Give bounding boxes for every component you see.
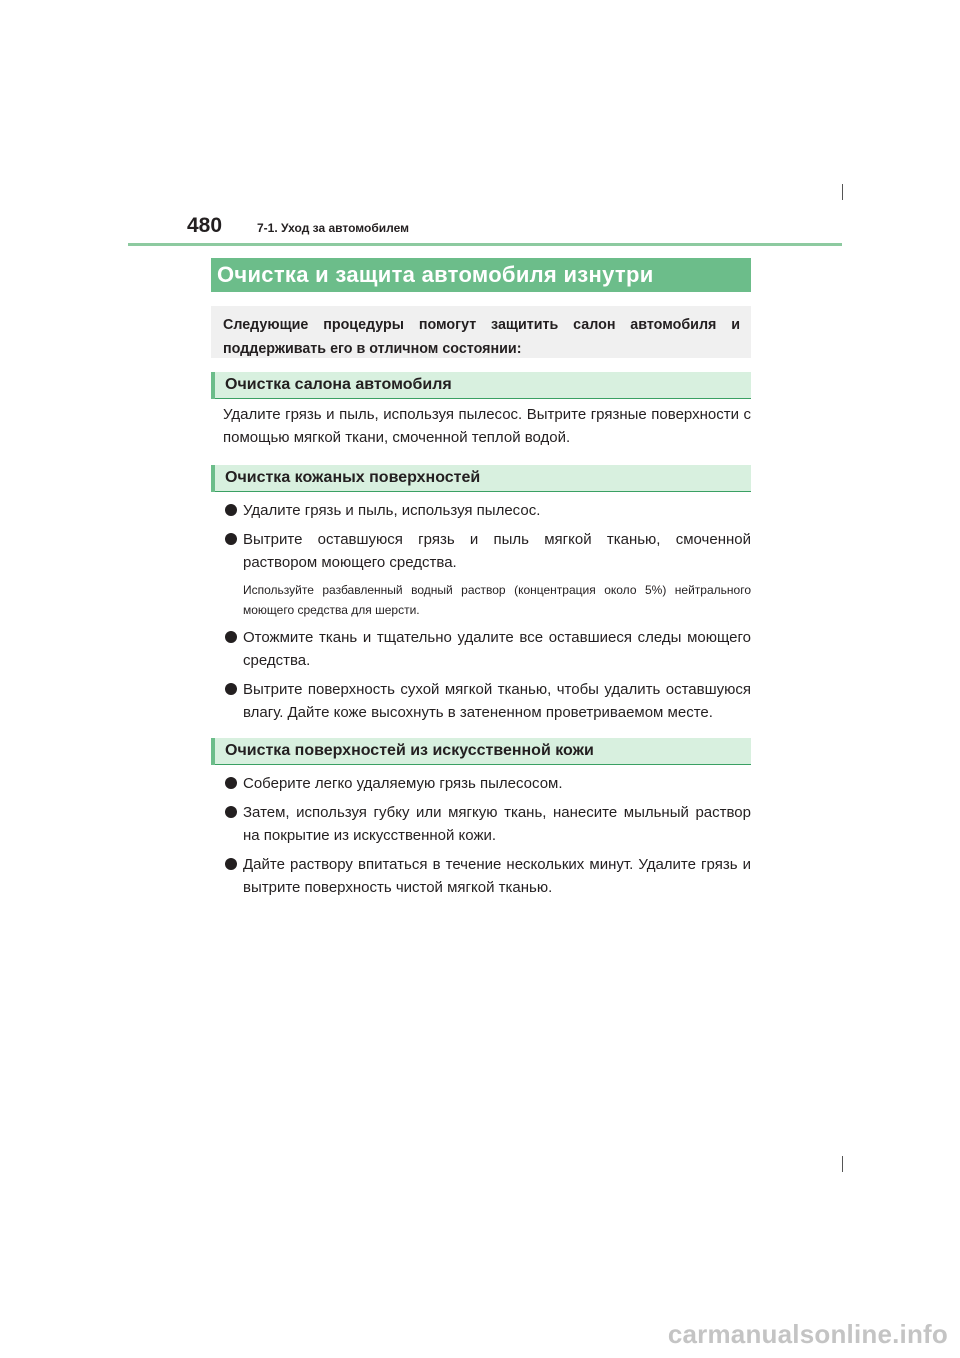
list-item-text: Дайте раствору впитаться в течение нескольких минут. Удалите грязь и вытрите поверхность чистой мягкой тканью. [243,856,751,896]
bullet-icon [225,631,237,643]
list-item-text: Вытрите оставшуюся грязь и пыль мягкой тканью, смоченной раствором моющего средства. [243,531,751,571]
page-content [211,258,751,905]
section-title-artificial-leather: Очистка поверхностей из искусственной кожи [211,738,751,765]
bullet-icon [225,504,237,516]
bullet-list-artificial-leather [211,772,751,899]
note-text: Используйте разбавленный водный раствор (концентрация около 5%) нейтрального моющего средства для шерсти. [243,583,751,617]
watermark-link[interactable]: carmanualsonline.info [667,1319,948,1349]
list-item-text: Затем, используя губку или мягкую ткань, нанесите мыльный раствор на покрытие из искусственной кожи. [243,804,751,844]
section-reference: 7-1. Уход за автомобилем [257,221,409,235]
bullet-icon [225,858,237,870]
header-rule [128,243,842,246]
section-title-interior: Очистка салона автомобиля [211,372,751,399]
list-item [211,626,751,672]
list-item [211,801,751,847]
section-paragraph-interior: Удалите грязь и пыль, используя пылесос. Вытрите грязные поверхности с помощью мягкой ткани, смоченной теплой водой. [223,406,751,446]
intro-box: Следующие процедуры помогут защитить салон автомобиля и поддерживать его в отличном состоянии: [211,306,751,358]
section-title-leather: Очистка кожаных поверхностей [211,465,751,492]
bullet-icon [225,806,237,818]
list-item [211,678,751,724]
list-item-text: Соберите легко удаляемую грязь пылесосом. [243,775,563,792]
list-item [211,772,751,795]
bullet-list-leather [211,499,751,724]
crop-mark-bottom [842,1156,843,1172]
crop-mark-top [842,184,843,200]
list-item-text: Удалите грязь и пыль, используя пылесос. [243,502,541,519]
page-number: 480 [187,214,223,237]
list-item [211,528,751,574]
bullet-icon [225,533,237,545]
list-item [211,499,751,522]
list-item-text: Отожмите ткань и тщательно удалите все оставшиеся следы моющего средства. [243,629,751,669]
list-item [211,853,751,899]
page-header [187,214,409,238]
bullet-icon [225,683,237,695]
main-title: Очистка и защита автомобиля изнутри [211,258,751,292]
bullet-icon [225,777,237,789]
list-item-text: Вытрите поверхность сухой мягкой тканью, чтобы удалить оставшуюся влагу. Дайте коже высохнуть в затененном проветриваемом месте. [243,681,751,721]
